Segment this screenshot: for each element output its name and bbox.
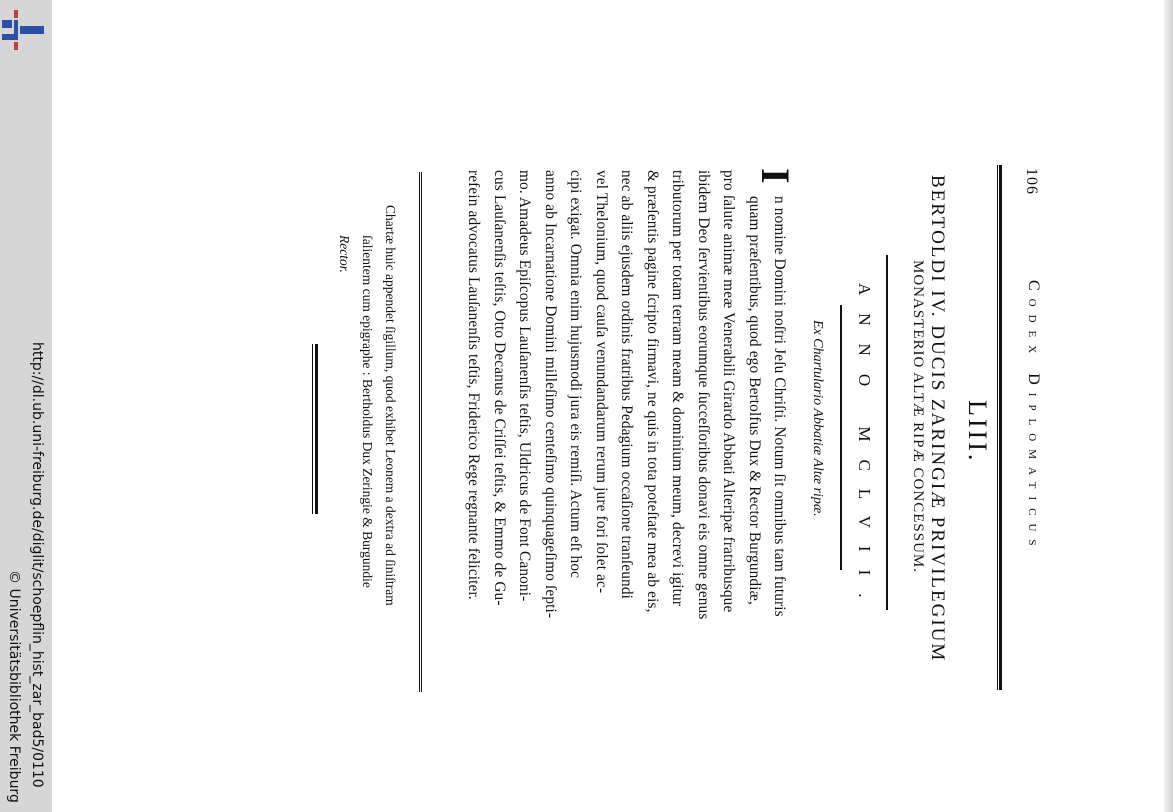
charter-number: LIII. xyxy=(963,400,992,464)
seal-note-line: Chartæ huic appendet ſigillum, quod exhibet Leonem a dextra ad ſiniſtram xyxy=(383,205,398,606)
body-line: nec ab aliis ejusdem ordinis fratribus Pedagium occaſione tranſeundi xyxy=(618,170,635,600)
body-line: refein advocatus Lauſanenſis teſtis, Friderico Rege regnante feliciter. xyxy=(465,170,482,600)
charter-subtitle: MONASTERIO ALTÆ RIPÆ CONCESSUM. xyxy=(910,260,926,573)
end-rule xyxy=(312,344,318,514)
charter-source: Ex Chartulario Abbatiæ Altæ ripæ. xyxy=(810,320,825,517)
title-rule xyxy=(886,255,888,610)
year-rule xyxy=(840,305,842,570)
body-line: tributorum per totam terram meam & dominium meum, decrevi igitur xyxy=(669,170,686,607)
body-line: pro ſalute animæ meæ Venerabili Girardo Abbati Alteripæ fratribusque xyxy=(720,170,737,613)
body-line: mo. Amadeus Epiſcopus Lauſanenſis teſtis, Uldricus de Font Canoni- xyxy=(516,170,533,602)
scanned-page xyxy=(290,0,1050,812)
page-number: 106 xyxy=(1023,168,1040,195)
body-line: n nomine Domini noſtri Jeſu Chriſti. Notum ſit omnibus tam futuris xyxy=(771,196,788,617)
scan-page-edge xyxy=(1164,0,1173,812)
running-head: Codex Diplomaticus xyxy=(1025,280,1042,554)
body-line: ibidem Deo ſervientibus eorumque ſucceſſoribus donavi eis omne genus xyxy=(695,170,712,620)
seal-note-line: Rector. xyxy=(337,235,352,273)
viewer-sidebar xyxy=(0,0,52,812)
body-line: cipi exigat. Omnia enim hujusmodi jura eis remiſi. Actum eſt hoc xyxy=(567,170,584,579)
body-line: & præſentis pagine ſcripto firmavi, ne quis in tota poteſtate mea ab eis, xyxy=(644,170,661,613)
library-logo-icon xyxy=(2,8,44,52)
body-line: quam præſentibus, quod ego Bertolfus Dux & Rector Burgundiæ, xyxy=(746,196,763,605)
body-line: vel Thelonium, quod cauſa venundandarum rerum jure fori ſolet ac- xyxy=(593,170,610,594)
header-rule xyxy=(997,165,1002,690)
body-line: anno ab Incarnatione Domini milleſimo centeſimo quinquageſimo ſepti- xyxy=(542,170,559,619)
source-url[interactable]: http://dl.ub.uni-freiburg.de/diglit/schoepflin_hist_zar_bad5/0110 xyxy=(29,342,45,788)
drop-initial: I xyxy=(753,168,798,184)
footer-rule xyxy=(419,172,422,692)
seal-note-line: ſalientem cum epigraphe : Bertholdus Dux Zeringie & Burgundie xyxy=(360,235,375,588)
charter-year: ANNO MCLVII. xyxy=(855,283,874,616)
charter-title: BERTOLDI IV. DUCIS ZARINGIÆ PRIVILEGIUM xyxy=(927,175,948,663)
copyright-notice: © Universitätsbibliothek Freiburg xyxy=(6,570,22,803)
body-line: cus Lauſanenſis teſtis, Otto Decanus de Criſſei teſtis, & Emmo de Gu- xyxy=(491,170,508,606)
